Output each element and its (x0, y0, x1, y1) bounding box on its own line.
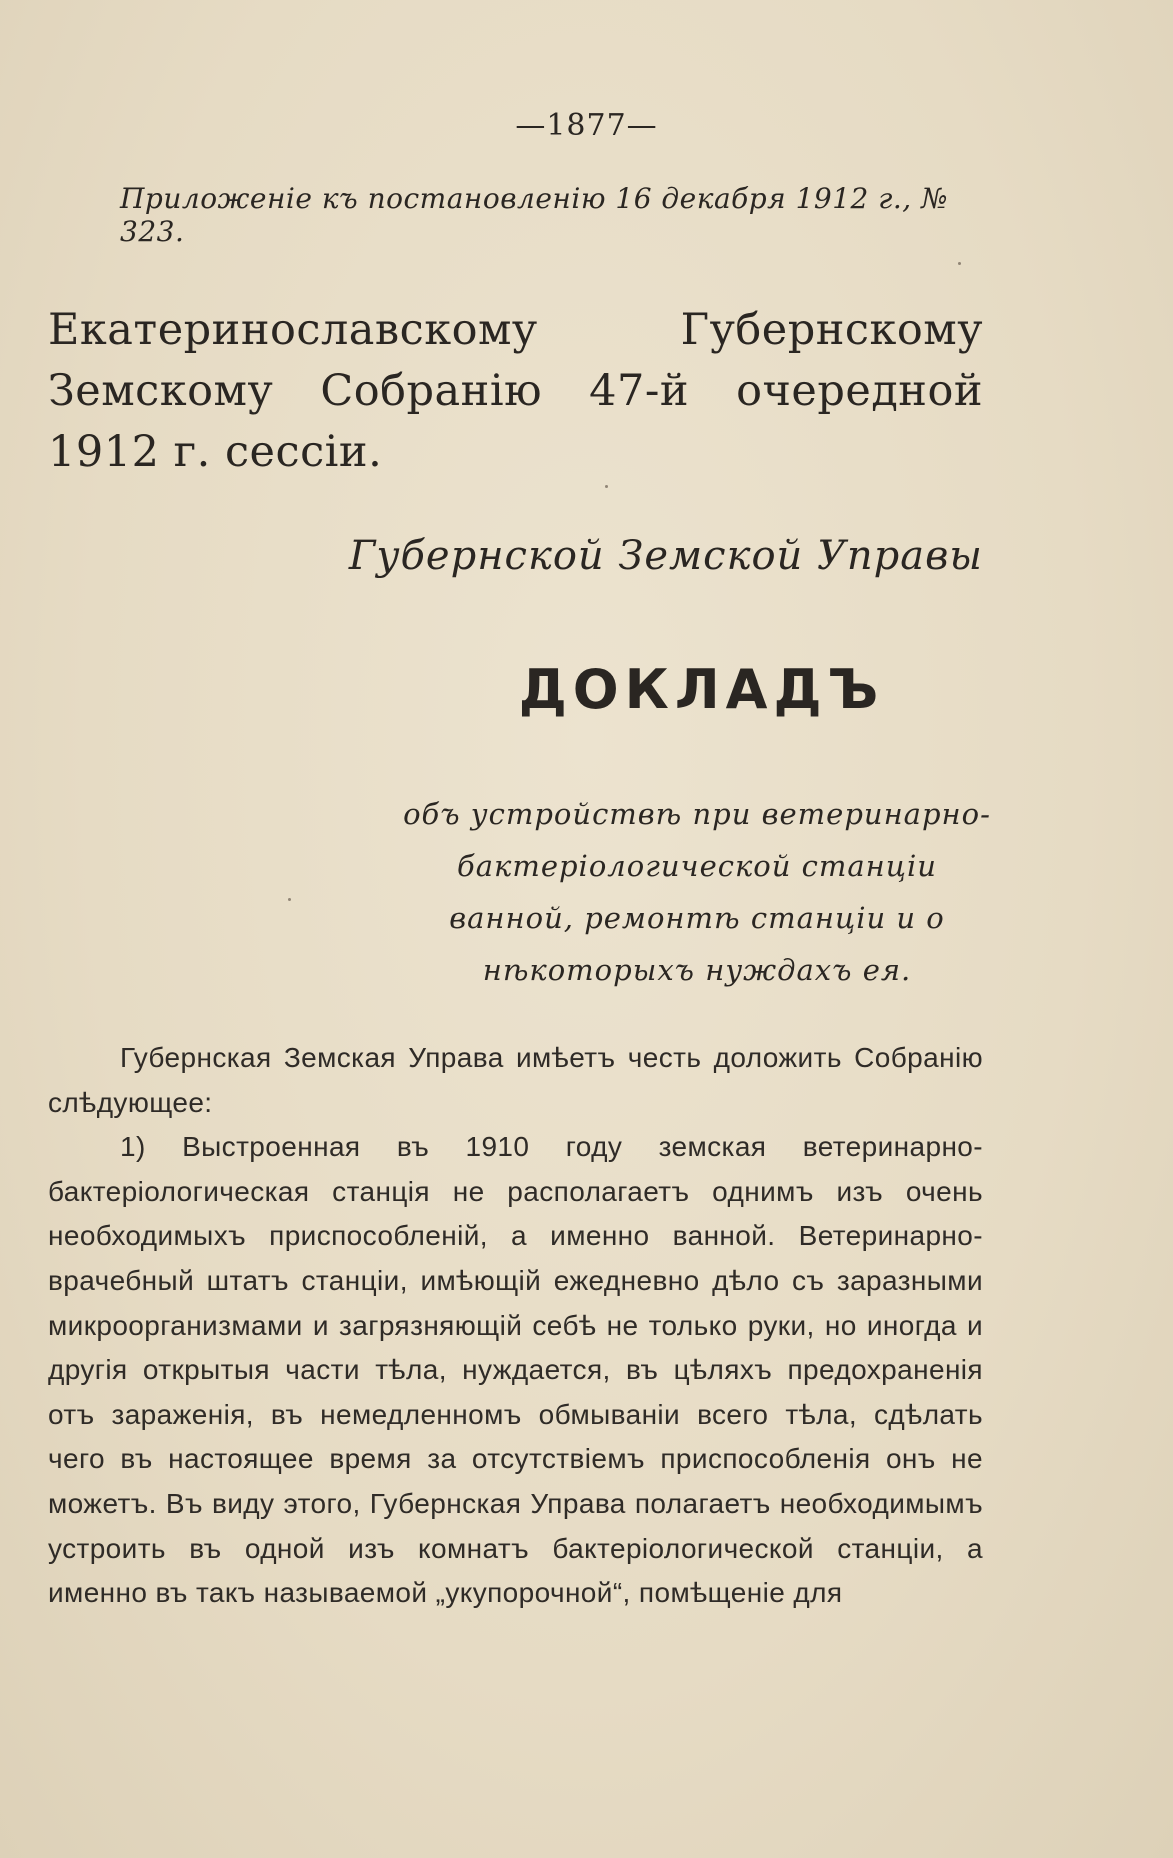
issuer-line: Губернской Земской Управы (348, 533, 983, 579)
item-1-paragraph: 1) Выстроенная въ 1910 году земская ветеринарно-бактерiологическая станцiя не располагаетъ однимъ изъ очень необходимыхъ приспособленiй, а именно ванной. Ветеринарно-врачебный штатъ станцiи, имѣющiй ежедневно дѣло съ заразными микроорганизмами и загрязняющiй себѣ не только руки, но иногда и другiя открытыя части тѣла, нуждается, въ цѣляхъ предохраненiя отъ зараженiя, въ немедленномъ обмыванiи всего тѣла, сдѣлать чего въ настоящее время за отсутствiемъ приспособленiя онъ не можетъ. Въ виду этого, Губернская Управа полагаетъ необходимымъ устроить въ одной изъ комнатъ бактерiологической станцiи, а именно въ такъ называемой „укупорочной“, помѣщенiе для (48, 1131, 983, 1609)
addressee-heading: Екатеринославскому Губернскому Земскому Собранiю 47-й очередной 1912 г. сессiи. (48, 305, 983, 477)
report-subject: объ устройствѣ при ветеринарно-бактерiологической станцiи ванной, ремонтѣ станцiи и о нѣкоторыхъ нуждахъ ея. (403, 797, 991, 987)
appendix-note: Приложенiе къ постановленiю 16 декабря 1912 г., № 323. (120, 182, 949, 248)
document-title: ДОКЛАДЪ (518, 658, 885, 721)
paper-speck (605, 485, 608, 488)
body-text (48, 1036, 983, 1616)
page-number: —1877— (515, 108, 658, 143)
paper-speck (958, 262, 961, 265)
intro-paragraph: Губернская Земская Управа имѣетъ честь доложить Собранiю слѣдующее: (48, 1042, 983, 1118)
paper-speck (288, 898, 291, 901)
